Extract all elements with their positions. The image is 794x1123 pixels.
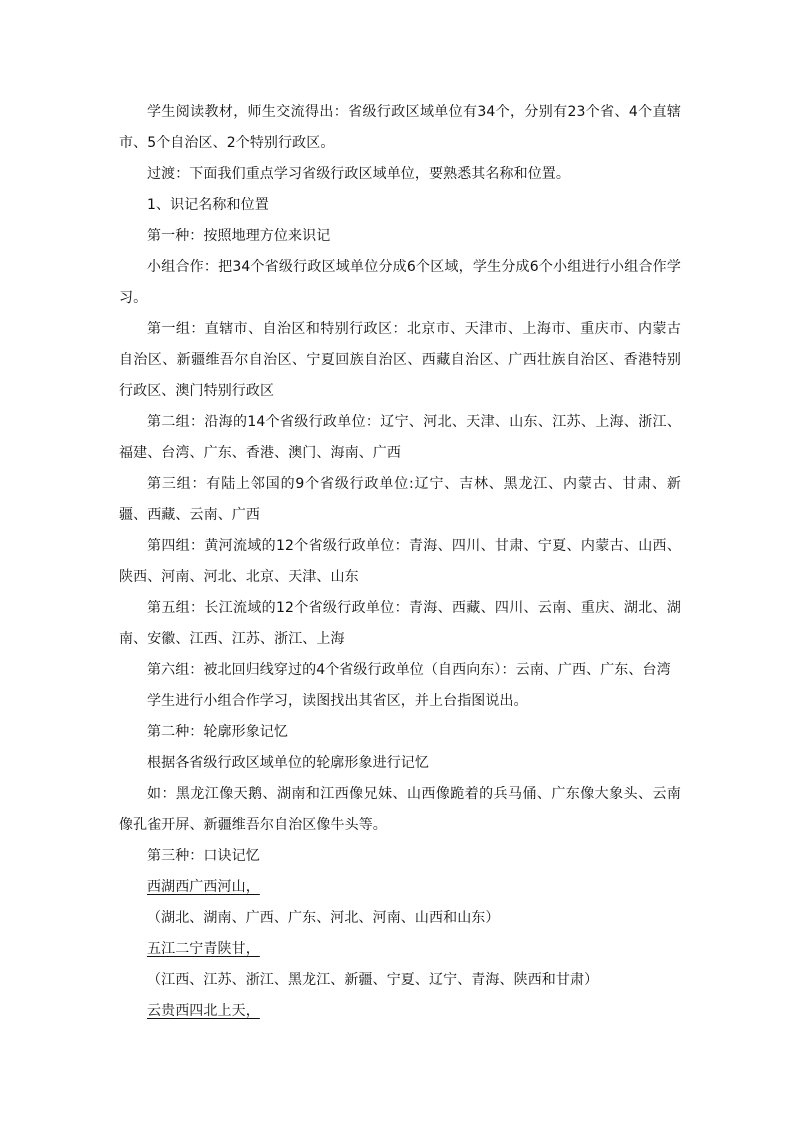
paragraph: 根据各省级行政区域单位的轮廓形象进行记忆 (147, 755, 429, 771)
paragraph: 学生阅读教材，师生交流得出：省级行政区域单位有34个，分别有23个省、4个直辖市、5个自治区、2个特别行政区。 (119, 104, 681, 151)
paragraph: 第四组：黄河流域的12个省级行政单位：青海、四川、甘肃、宁夏、内蒙古、山西、陕西、河南、河北、北京、天津、山东 (119, 538, 681, 585)
paragraph: 第二种：轮廓形象记忆 (147, 724, 288, 740)
paragraph: 第一种：按照地理方位来识记 (147, 228, 331, 244)
paragraph: 1、识记名称和位置 (147, 197, 269, 213)
mnemonic-line (119, 934, 681, 965)
paragraph: （湖北、湖南、广西、广东、河北、河南、山西和山东） (147, 910, 500, 926)
document-body (119, 97, 681, 1027)
paragraph: 第一组：直辖市、自治区和特别行政区：北京市、天津市、上海市、重庆市、内蒙古自治区、新疆维吾尔自治区、宁夏回族自治区、西藏自治区、广西壮族自治区、香港特别行政区、澳门特别行政区 (119, 321, 681, 399)
paragraph: 过渡：下面我们重点学习省级行政区域单位，要熟悉其名称和位置。 (147, 166, 570, 182)
mnemonic-text: 西湖西广西河山， (147, 879, 260, 895)
paragraph: 学生进行小组合作学习，读图找出其省区，并上台指图说出。 (147, 693, 528, 709)
paragraph: 第三种：口诀记忆 (147, 848, 260, 864)
mnemonic-line (119, 996, 681, 1027)
mnemonic-text: 五江二宁青陕甘， (147, 941, 260, 957)
paragraph: （江西、江苏、浙江、黑龙江、新疆、宁夏、辽宁、青海、陕西和甘肃） (147, 972, 599, 988)
mnemonic-line (119, 872, 681, 903)
paragraph: 小组合作：把34个省级行政区域单位分成6个区域，学生分成6个小组进行小组合作学习。 (119, 259, 681, 306)
paragraph: 如：黑龙江像天鹅、湖南和江西像兄妹、山西像跪着的兵马俑、广东像大象头、云南像孔雀开屏、新疆维吾尔自治区像牛头等。 (119, 786, 681, 833)
paragraph: 第五组：长江流域的12个省级行政单位：青海、西藏、四川、云南、重庆、湖北、湖南、安徽、江西、江苏、浙江、上海 (119, 600, 681, 647)
mnemonic-text: 云贵西四北上天， (147, 1003, 260, 1019)
paragraph: 第二组：沿海的14个省级行政单位：辽宁、河北、天津、山东、江苏、上海、浙江、福建、台湾、广东、香港、澳门、海南、广西 (119, 414, 681, 461)
paragraph: 第三组：有陆上邻国的9个省级行政单位:辽宁、吉林、黑龙江、内蒙古、甘肃、新疆、西藏、云南、广西 (119, 476, 681, 523)
paragraph: 第六组：被北回归线穿过的4个省级行政单位（自西向东）：云南、广西、广东、台湾 (147, 662, 671, 678)
